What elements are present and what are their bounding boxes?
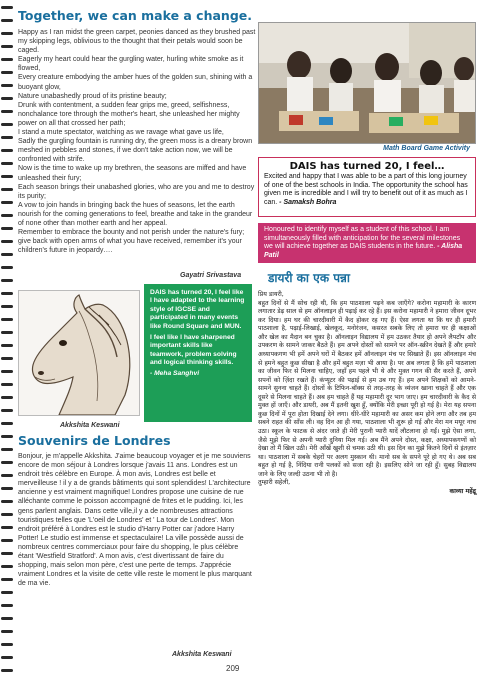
poem-line: Remember to embrace the bounty and not perish under the nature's fury; give back with open arms of what you have received, remember it's your children's future in jeopardy…. — [18, 229, 245, 255]
poem-author: Gayatri Srivastava — [180, 272, 242, 279]
spiral-ring — [1, 552, 13, 555]
spiral-ring — [1, 643, 13, 646]
quote-box-meha — [144, 284, 252, 422]
spiral-ring — [1, 435, 13, 438]
spiral-ring — [1, 461, 13, 464]
hindi-signoff: तुम्हारी सहेली, — [258, 479, 291, 487]
quote-body — [259, 172, 475, 207]
quote-box-alisha — [258, 223, 476, 263]
spiral-ring — [1, 305, 13, 308]
spiral-ring — [1, 71, 13, 74]
spiral-ring — [1, 266, 13, 269]
spiral-binding — [0, 0, 14, 679]
poem-line: Drunk with contentment, a sudden fear grips me, greed, selfishness, nonchalance tore through the mother's heart, she unleashed her mighty power on all that crossed her path; — [18, 101, 240, 127]
spiral-ring — [1, 344, 13, 347]
horse-artist: Akkshita Keswani — [60, 422, 120, 429]
spiral-ring — [1, 318, 13, 321]
spiral-ring — [1, 292, 13, 295]
spiral-ring — [1, 201, 13, 204]
spiral-ring — [1, 123, 13, 126]
quote-author: - Samaksh Bohra — [277, 198, 337, 206]
spiral-ring — [1, 422, 13, 425]
spiral-ring — [1, 656, 13, 659]
spiral-ring — [1, 32, 13, 35]
spiral-ring — [1, 630, 13, 633]
photo-caption: Math Board Game Activity — [383, 145, 470, 152]
spiral-ring — [1, 279, 13, 282]
poem-line: A vow to join hands in bringing back the hues of seasons, let the earth nourish for the coming generations to feel, breathe and take in the grandeur of none other than mother earth and her appeal. — [18, 201, 253, 227]
spiral-ring — [1, 19, 13, 22]
hindi-salutation: प्रिय डायरी, — [258, 291, 284, 298]
spiral-ring — [1, 617, 13, 620]
horse-sketch — [18, 290, 140, 416]
spiral-ring — [1, 188, 13, 191]
poem-body — [18, 28, 258, 255]
spiral-ring — [1, 513, 13, 516]
spiral-ring — [1, 253, 13, 256]
spiral-ring — [1, 578, 13, 581]
poem-line: Now is the time to wake up my brethren, the seasons are miffed and have unleashed their fury; — [18, 165, 247, 182]
poem-line: Nature unabashedly proud of its pristine beauty; — [18, 92, 167, 100]
green-box-para: DAIS has turned 20, I feel like I have adapted to the learning style of IGCSE and participated in many events like Round Square and MUN. — [150, 289, 245, 330]
french-author: Akkshita Keswani — [172, 651, 232, 658]
french-body: Bonjour, je m'appelle Akkshita. J'aime beaucoup voyager et je me souviens encore de mon séjour à Londres lorsque j'avais 11 ans. Londres est un endroit très célèbre en Europe. À mon avis, Londres est belle et merveilleuse ! il y a de grands bâtiments qui sont splendides! L'architecture ancienne y est vraiment magnifique! Londres propose une cuisine de rue alléchante comme le poisson accompagné de frites et le pudding. Ici, les gens parlent anglais. Dans cette ville,il y a de nombreuses attractions touristiques telles que 'L'oeil de Londres' et ' La tour de Londres'. Mon endroit préféré à Londres est le studio d'Harry Potter car j'adore Harry Potter! Le studio est immense et spectaculaire! La ville possède aussi de nombreux centres commerciaux pour faire du shopping, le plus célèbre étant 'Westfield Stratford'. A mon avis, c'est divertissant de faire du shopping, mais selon mon père, c'est une perte de temps. J'apprécie vraiment Londres et la visite de cette ville reste le moment le plus marquant de ma vie. — [18, 453, 252, 588]
hindi-author: काव्या महेंद्रू — [449, 487, 476, 495]
spiral-ring — [1, 162, 13, 165]
hindi-text: बहुत दिनों से मैं सोच रही थी, कि हम पाठशाला पढ़ने कब जाएँगे? करोना महामारी के कारण लगातार डेढ़ साल से हम ऑनलाइन ही पढ़ाई कर रहे हैं। इस करोना महामारी ने हमारा जीवन दूभर कर दिया। हम घर की चारदीवारी में कैद होकर रह गए हैं। ऐसा लगता था कि घर ही हमारी पाठशाला है, पढ़ाई-लिखाई, खेलकूद, मनोरंजन, कसरत सबके लिए तो हमारा घर ही कक्षाओं और खेल का मैदान बन चुका है। ऑनलाइन विद्यालय में हम उठकर तैयार हो अपने लैपटॉप और उपकरण के सामने जाकर बैठते हैं। हम अपने दोस्तों को सामने पर ऑन-स्क्रीन देखते हैं और हमारे अध्यापकगण भी हमें अपने घरों में बैठकर हमें ऑनलाइन मंच पर सिखाते हैं। इस ऑनलाइन मंच से हमने बहुत कुछ सीखा है और हमें बहुत मज़ा भी आया है। पर अब लगता है कि हमें पाठशाला का जीवन फिर से मिलना चाहिए, जहाँ हम पहले भी थे और मुक्त गगन की सैर करते हैं, अपने सपनों को ज़िंदा रखते हैं। कंप्यूटर की पढ़ाई से हम उब गए हैं। हम अपने शिक्षकों को आमने-सामने सुनना चाहते हैं। दोस्तों के टिफिन-बॉक्स से तरह-तरह के व्यंजन खाना चाहते हैं और एक दूसरे से मिलना चाहते हैं। अब हम चाहते हैं यह महामारी दूर भाग जाए। हम चारदीवारी के कैद से मुक्त हों जाएँ। और डायरी, अब मैं इतनी खुश हूँ, क्योंकि मेरी इच्छा पूरी हो गई है। मेरा यह सपना कुछ दिनों में पूरा होता दिखाई देने लगा। धीरे-धीरे महामारी का असर कम होने लगा और तब हम सबने राहत की साँस ली। वह दिन आ ही गया, पाठशाला भी शुरू हो गई और मेरा मन मयूर नाच उठा। स्कूल के फाटक से अंदर जाते ही मेरी पुरानी प्यारी यादें लौटलाना हो गईं। मुझे ऐसा लगा, जैसे मुझे फिर से अपनी प्यारी दुनिया मिल गई। अब मैंने अपने दोस्त, कक्षा, अध्यापकगणों को देखा तो मैं खिल उठी। मेरी आँखें खुशी से चमक उठी थी। इस दिन का मुझे कितने दिनों से इंतज़ार था। पाठशाला में सबके चेहरों पर अलग मुस्कान थी। मानो सब के सपने पूरे हो गए थे। अब सब बहुत हो गई है, निंदिया रानी पलकों को सजा रही है। इसलिए सोने जा रही हूँ। सुबह विद्यालय जाने के लिए जल्दी उठना भी तो है। — [258, 299, 476, 478]
quote-title: DAIS has turned 20, I feel… — [289, 161, 445, 172]
spiral-ring — [1, 175, 13, 178]
spiral-ring — [1, 45, 13, 48]
poem-line: Each season brings their unabashed glories, who are you and me to destroy its purity; — [18, 183, 255, 200]
spiral-ring — [1, 474, 13, 477]
hindi-title: डायरी का एक पन्ना — [268, 271, 350, 285]
spiral-ring — [1, 240, 13, 243]
hindi-body — [258, 291, 476, 497]
math-board-game-photo — [258, 22, 476, 144]
french-title: Souvenirs de Londres — [18, 433, 171, 448]
spiral-ring — [1, 526, 13, 529]
poem-line: Happy as I ran midst the green carpet, peonies danced as they brushed past my skipping legs, oblivious to the thought that their petals would soon be caged. — [18, 29, 256, 55]
spiral-ring — [1, 149, 13, 152]
spiral-ring — [1, 383, 13, 386]
spiral-ring — [1, 448, 13, 451]
spiral-ring — [1, 487, 13, 490]
poem-line: Sadly the gurgling fountain is running dry, the green moss is a dreary brown meshed in pebbles and stones, if we don't take action now, we will be confronted with strife. — [18, 138, 253, 164]
spiral-ring — [1, 58, 13, 61]
quote-author: - Alisha Patil — [264, 243, 463, 259]
spiral-ring — [1, 604, 13, 607]
green-box-para: I feel like I have sharpened important skills like teamwork, problem solving and logical thinking skills. — [150, 333, 237, 366]
poem-line: Every creature embodying the amber hues of the golden sun, shining with a buoyant glow, — [18, 74, 253, 91]
spiral-ring — [1, 227, 13, 230]
spiral-ring — [1, 214, 13, 217]
spiral-ring — [1, 370, 13, 373]
spiral-ring — [1, 136, 13, 139]
spiral-ring — [1, 84, 13, 87]
poem-title: Together, we can make a change. — [18, 8, 253, 23]
quote-text: Excited and happy that I was able to be a part of this long journey of one of the best schools in India. The opportunity the school has given me is incredible and I will try to benefit out of it as much as I can. — [264, 173, 468, 206]
spiral-ring — [1, 539, 13, 542]
spiral-ring — [1, 97, 13, 100]
classroom-photo-image — [259, 23, 476, 144]
spiral-ring — [1, 409, 13, 412]
horse-drawing-image — [19, 291, 140, 416]
quote-box-samaksh — [258, 157, 476, 217]
quote-text: Honoured to identify myself as a student of this school. I am simultaneously filled with anticipation for the several milestones we will achieve together as DAIS students in the future. — [264, 226, 461, 251]
green-box-author: - Meha Sanghvi — [150, 370, 200, 378]
spiral-ring — [1, 331, 13, 334]
spiral-ring — [1, 565, 13, 568]
poem-line: I stand a mute spectator, watching as we ravage what gave us life, — [18, 129, 224, 137]
spiral-ring — [1, 669, 13, 672]
spiral-ring — [1, 110, 13, 113]
poem-line: Eagerly my heart could hear the gurgling water, hurling white smoke as it flowed, — [18, 56, 244, 73]
spiral-ring — [1, 396, 13, 399]
spiral-ring — [1, 357, 13, 360]
page-number: 209 — [226, 664, 240, 673]
spiral-ring — [1, 591, 13, 594]
spiral-ring — [1, 500, 13, 503]
spiral-ring — [1, 6, 13, 9]
